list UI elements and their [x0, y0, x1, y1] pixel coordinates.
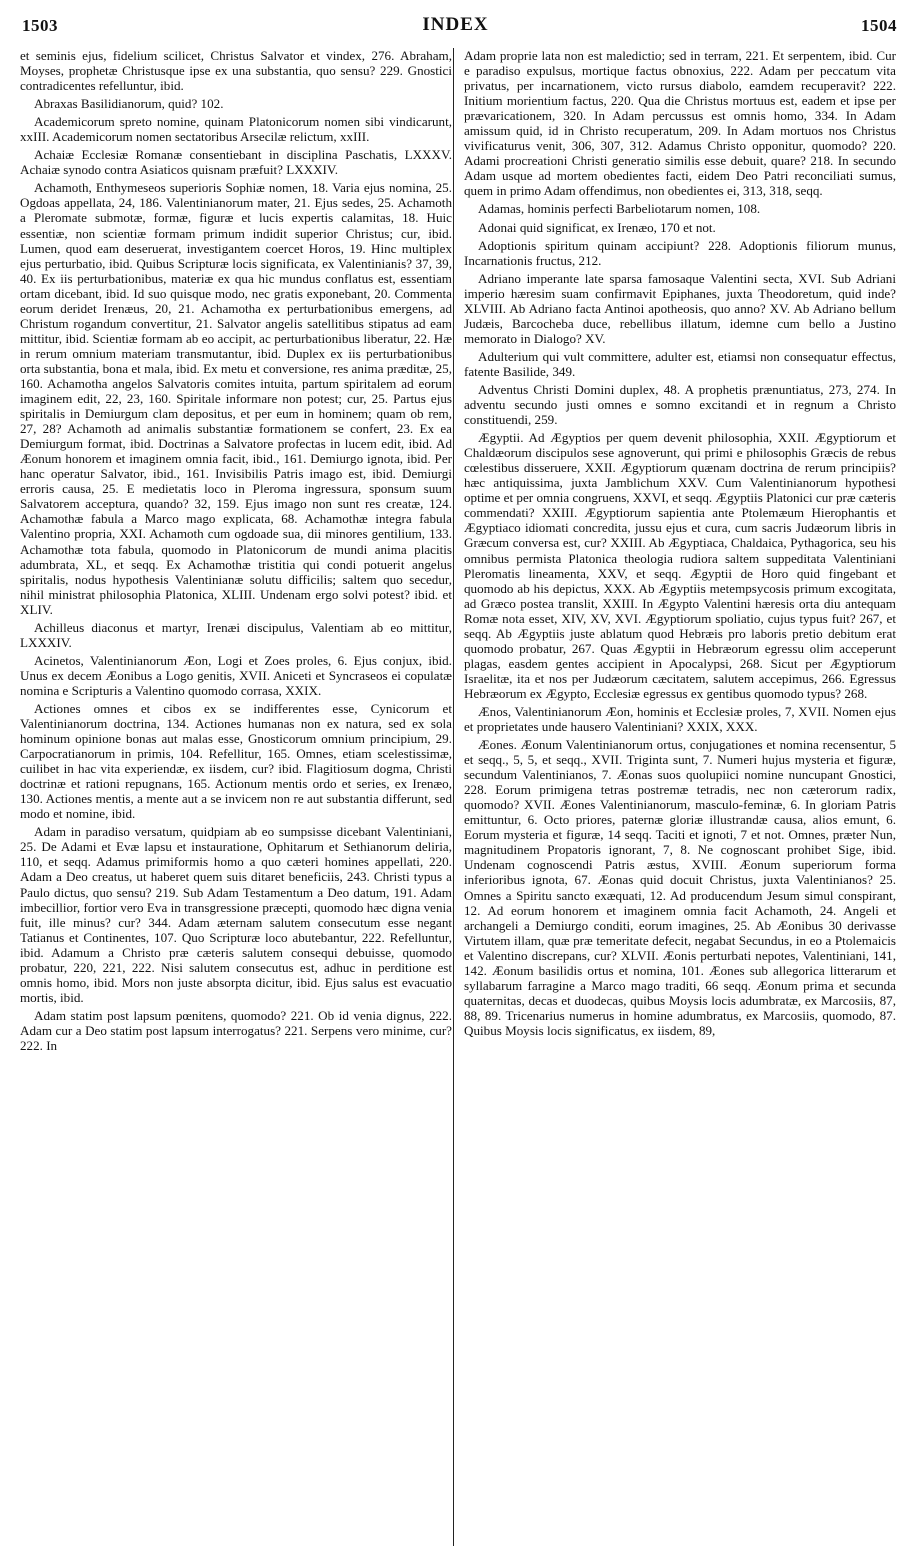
index-entry: Academicorum spreto nomine, quinam Platonicorum nomen sibi vindicarunt, xxIII. Academicorum nomen sectatoribus Arsecilæ relictum, xxIII.	[20, 114, 452, 145]
index-entry: Adulterium qui vult committere, adulter est, etiamsi non consequatur effectus, fatente Basilide, 349.	[464, 348, 896, 379]
index-entry: Adamas, hominis perfecti Barbeliotarum nomen, 108.	[478, 201, 761, 217]
running-title: INDEX	[422, 14, 489, 35]
index-entry: Ægyptii. Ad Ægyptios per quem devenit philosophia, XXII. Ægyptiorum et Chaldæorum discipulos sese agnoverunt, qui primi e philosophis Græcis de rebus cœlestibus disseruere, XXII. Ægyptiorum quænam doctrina de rerum principiis? hæc antiquissima, juxta Jamblichum XXV. Cum Valentinianorum hypothesi optime et per omnia congruens, XXVI, et seqq. Ægyptiis Platonici cur præ cæteris commendati? XXIII. Ægyptiorum sapientia ante Ptolemæum Hierophantis et Ægyptiaco idiomati concredita, jussu ejus et cura, cum sacris Judæorum libris in Græcum conversa est, cur? XXIII. Ab Ægyptiaca, Chaldaica, Pythagorica, seu his omnibus permista Platonica theologia rudiora saltem suppeditata Valentiniani Pleromatis lineamenta, XXV, et seqq. Ægyptii de Horo quid fingebant et quomodo ab his depictus, XXX. Ab Ægyptiis metempsycosis primum excogitata, ad Græco postea translit, XXIII. In Ægypto Valentini hæresis orta diu antequam Romæ nota esset, XIV, XV, XVI. Ægyptiorum spoliatio, cujus typus fuit? 267, et seqq. Ab Ægyptiis juste ablatum quod Hebræis pro laboris pretio debitum erat quomodo probatur, 267. Quas Ægyptii in Hebræorum egressu olim acceperunt plagas, easdem gentes accipient in Apocalypsi, 268. Sicut per Ægyptiorum Israelitæ, ita et nos per Judæorum cæcitatem, salutem accepimus, 266. Egressus Hebræorum ex Ægypto, Ecclesiæ egressus ex gentibus quomodo typus? 268.	[464, 430, 896, 701]
index-entry: Actiones omnes et cibos ex se indifferentes esse, Cynicorum et Valentinianorum doctrina, 134. Actiones humanas non ex natura, sed ex sola hominum opinione bonas aut malas esse, Gnosticorum omnium principium, 29. Carpocratianorum in primis, 104. Refellitur, 165. Omnes, etiam scelestissimæ, cuilibet in hac vita experiendæ, ex iisdem, cur? ibid. Flagitiosum dogma, Christi doctrinæ et rationi repugnans, 165. Actionum mentis ordo et series, ex Irenæo, 130. Actiones mentis, a mente aut a se invicem non re aut substantia differunt, sed modo et nomine, ibid.	[20, 700, 452, 822]
index-entry: Ænos, Valentinianorum Æon, hominis et Ecclesiæ proles, 7, XVII. Nomen ejus et proprietates unde hausero Valentiniani? XXIX, XXX.	[464, 703, 896, 735]
left-column	[20, 48, 452, 1546]
index-entry: Adventus Christi Domini duplex, 48. A prophetis prænuntiatus, 273, 274. In adventu secundo justi omnes e somno excitandi et in regnum a Christo constituendi, 259.	[464, 381, 896, 428]
index-entry: Adoptionis spiritum quinam accipiunt? 228. Adoptionis filiorum munus, Incarnationis fructus, 212.	[464, 237, 896, 268]
page-number-right: 1504	[861, 16, 897, 35]
index-entry: Æones. Æonum Valentinianorum ortus, conjugationes et nomina recensentur, 5 et seqq., 5, 5, et seqq., XVII. Triginta sunt, 7. Numeri hujus mysteria et figuræ, secundum Valentinianos, 7. Æonas suos quolupiici nomine nuncupant Gnostici, 228. Eorum primigena tetras postremæ tetradis, nec non cæterorum radix, quomodo? XVII. Æones Valentinianorum, masculo-feminæ, 6. In gloriam Patris emittuntur, 6. Octo priores, paternæ gloriæ illustrandæ causa, alios emunt, 6. Eorum mysteria et figuræ, 14 seqq. Taciti et ignoti, 7 et not. Omnes, præter Nun, magnitudinem Propatoris ignorant, 7, 8. Ne cognoscant prohibet Sige, ibid. Undenam cognoscendi Patris æstus, XVIII. Æonum superiorum forma inferioribus ignota, 67. Æonas quid docuit Christus, juxta Valentinianos? 25. Omnes a Spiritu sancto exæquati, 12. Ad producendum Jesum simul conspirant, 12. Ad eorum honorem et imaginem omnia facit Achamoth, 24. Angeli et archangeli a Demiurgo conditi, eorum imagines, 25. Ab Æonibus 30 derivasse Virtutem illam, quæ præ temeritate defecit, negabat Secundus, in eo a Ptolemaicis et Valentino discrepans, cur? XLVII. Æonis perturbati nepotes, Valentiniani, 141, 142. Æonum basilidis ortus et nomina, 101. Æones sub allegorica litterarum et syllabarum farragine a Marco mago traditi, 66 seqq. Æonum prima et secunda quaternitas, decas et duodecas, quibus Moysis locis adumbratæ, ex Marcosiis, 87, 88, 89. Tricenarius numerus in homine adumbratus, ex Marcosiis, quomodo, 87. Quibus Moysis locis significatus, ex iisdem, 89,	[464, 737, 896, 1038]
index-entry: Achilleus diaconus et martyr, Irenæi discipulus, Valentiam ab eo mittitur, LXXXIV.	[20, 619, 452, 650]
index-entry: Adonai quid significat, ex Irenæo, 170 et not.	[478, 219, 716, 235]
index-entry: Adam statim post lapsum pœnitens, quomodo? 221. Ob id venia dignus, 222. Adam cur a Deo statim post lapsum interrogatus? 221. Serpens vero minime, cur? 222. In	[20, 1007, 452, 1053]
page-number-left: 1503	[22, 16, 58, 35]
index-entry: Achaiæ Ecclesiæ Romanæ consentiebant in disciplina Paschatis, LXXXV. Achaiæ synodo contra Asiaticos quisnam præfuit? LXXXIV.	[20, 147, 452, 178]
column-divider	[453, 48, 454, 1546]
running-header	[0, 16, 911, 42]
right-column	[464, 48, 896, 1546]
index-entry: Abraxas Basilidianorum, quid? 102.	[34, 96, 224, 112]
index-entry: Adam in paradiso versatum, quidpiam ab eo sumpsisse dicebant Valentiniani, 25. De Adami et Evæ lapsu et instauratione, Ophitarum et Sethianorum deliria, 110, et seqq. Adamus primiformis homo a quo cæteri homines appellati, 220. Adam a Deo creatus, ut haberet quem suis ditaret beneficiis, 243. Christi typus a Paulo dictus, quo sensu? 219. Sub Adam Testamentum a Deo datum, 191. Adam imbecillior, fortior vero Eva in transgressione præcepti, quomodo hæc digna venia fuit, ille minus? cur? 344. Adam æternam salutem consecutum esse negant Tatianus et Continentes, 107. Quo Scripturæ loco abutebantur, 222. Refelluntur, ibid. Adamum a Christo præ cæteris salutem consequi debuisse, quomodo probatur, 220, 221, 222. Nisi salutem consecutus est, adhuc in perditione est omnis homo, ibid. Mors non juste absorpta dicitur, ibid. Ejus salus est evacuatio mortis, ibid.	[20, 824, 452, 1005]
index-entry: Acinetos, Valentinianorum Æon, Logi et Zoes proles, 6. Ejus conjux, ibid. Unus ex decem Æonibus a Logo genitis, XVII. Aniceti et Syncraseos ei copulatæ nomina e Scripturis a Valentino quomodo corrasa, XXIX.	[20, 652, 452, 698]
index-entry: et seminis ejus, fidelium scilicet, Christus Salvator et vindex, 276. Abraham, Moyses, prophetæ Christusque ipse ex una substantia, quo sensu? 229. Gnostici contradicentes refelluntur, ibid.	[20, 48, 452, 94]
index-entry: Achamoth, Enthymeseos superioris Sophiæ nomen, 18. Varia ejus nomina, 25. Ogdoas appellata, 24, 186. Valentinianorum mater, 21. Ejus sedes, 25. Achamoth a Pleromate submotæ, formæ, figuræ et lucis expertis calamitas, 18. Huic essentiæ, non scientiæ formam primum indidit superior Christus; cur, ibid. Lumen, quod eam deseruerat, investigantem coercet Horos, 19. Hinc multiplex ejus perturbatio, ibid. Quibus Scripturæ locis significata, ex Valentinianis? 37, 39, 40. Ex iis perturbationibus, materiæ ex qua hic mundus conflatus est, essentiam ortam dicebant, ibid. Id suo quisque modo, nec gratis exponebant, 20. Commenta eorum deridet Irenæus, 20, 21. Achamotha ex perturbationibus emergens, ad Christum rogandum convertitur, 21. Salvator angelis satellitibus stipatus ad eam mittitur, ibid. Scientiæ formam ab eo accipit, ac perturbationibus liberatur, 22. Hæ in rerum omnium materiam transmutantur, ibid. Duplex ex iis perturbationibus orta substantia, bona et mala, ibid. Ex metu et conversione, res anima præditæ, 25, 160. Achamotha angelos Salvatoris comites intuita, partum spiritalem ad eorum imaginem edit, 22, 23, 160. Spiritale informare non potest; cur, 25. Partus ejus spiritalis in Demiurgum clam depositus, et per eum in hominem; quam ob rem, 27, 28? Achamoth ad animalis substantiæ formationem se confert, 23. Ex ea Demiurgum format, ibid. Doctrinas a Salvatore profectas in lucem edit, ibid. Ad Æonum honorem et imaginem omnia facit, ibid., 161. Demiurgo ignota, ibid. Per hanc operatur Salvator, ibid., 161. Invisibilis Patris imago est, ibid. Demiurgi erroris causa, 25. E medietatis loco in Pleroma ingressura, sponsum suum Salvatorem acceptura, quando? 32, 159. Ejus imago non sunt res creatæ, 124. Achamothæ fabula a Marco mago explicata, 68. Achamothæ integra fabula Valentino propria, XXI. Achamoth cum ogdoade sua, dii minores gentilium, 133. Achamothæ tota fabula, quomodo in Platonicorum de mundi anima placitis adumbrata, XL, et seqq. Ex Achamothæ tristitia qui condi potuerit angelus spiritalis, nodus hypothesis Valentinianæ solutu difficilis; saltem quo secedur, nihil ministrat philosophia Platonica, XLIII. Undenam ergo solvi potest? ibid. et XLIV.	[20, 180, 452, 617]
index-entry: Adriano imperante late sparsa famosaque Valentini secta, XVI. Sub Adriani imperio hæresim suam confirmavit Epiphanes, juxta Theodoretum, quid inde? XLVIII. Ab Adriano facta Antinoi apotheosis, quo anno? XV. Ab Adriano bellum Judæis, Barcocheba duce, rebellibus illatum, idemne cum bello a Justino memorato in Dialogo? XV.	[464, 270, 896, 346]
index-entry: Adam proprie lata non est maledictio; sed in terram, 221. Et serpentem, ibid. Cur e paradiso expulsus, mortique factus obnoxius, 222. Adam per peccatum vita privatus, per incarnationem, victo rursus diabolo, eamdem recuperavit? 222. Initium morientium factus, 220. Qua die Christus mortuus est, eadem et ipse per prævaricationem, 320. In Adam percussus est omnis homo, 334. In Adam amissum quid, id in Christo recuperatum, 209. In Adam mortuos nos Christus vivificaturus venit, 306, 307, 312. Adamus Christo opponitur, quomodo? 220. Adami procreationi Christi generatio similis esse debuit, quare? 218. In secundo Adam usque ad mortem obedientes facti, eidem Deo Patri reconciliati sumus, quem in primo Adam offendimus, non obedientes ei, 313, 318, seqq.	[464, 48, 896, 199]
